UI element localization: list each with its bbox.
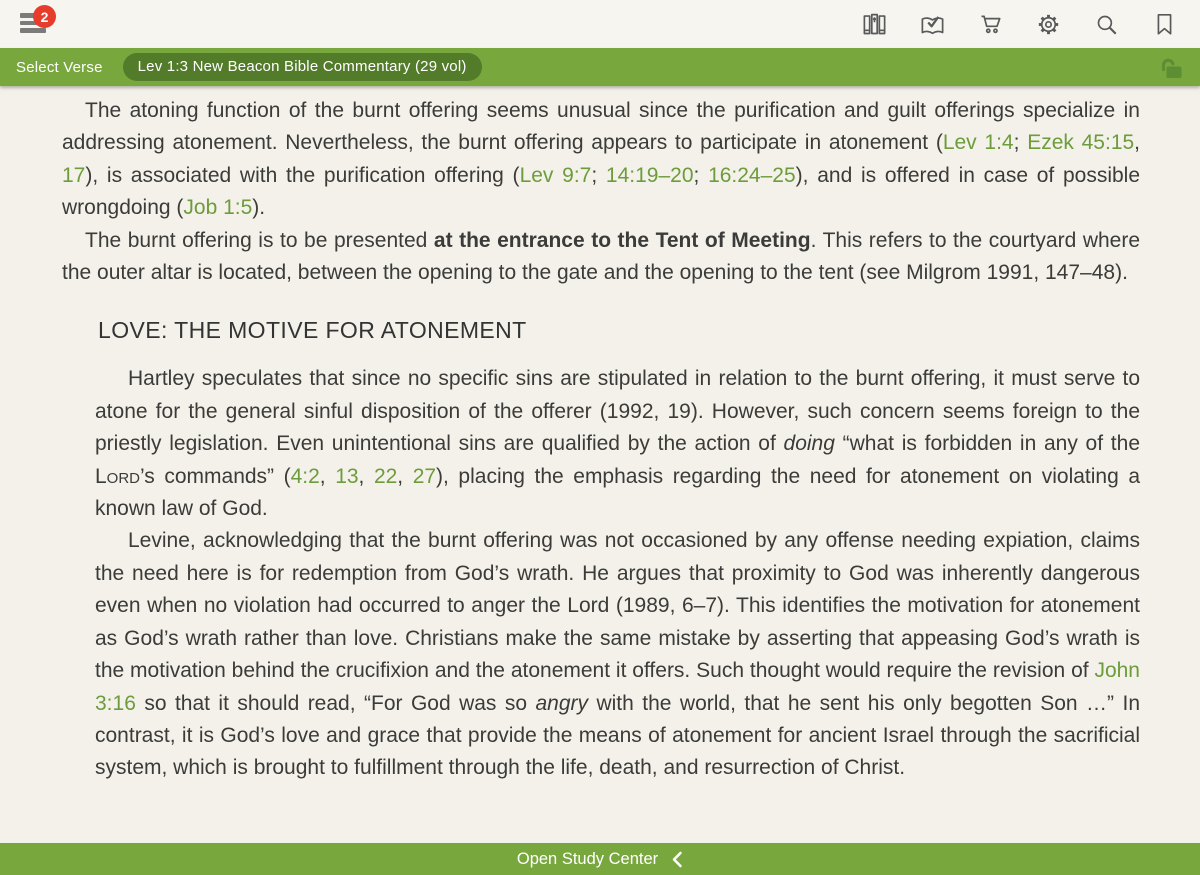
scripture-link[interactable]: 27	[412, 464, 437, 488]
commentary-paragraph: The atoning function of the burnt offering seems unusual since the purification and guilt offerings specialize in addressing atonement. Nevertheless, the burnt offering appears to participate in atonement (Lev 1:4; Ezek 45:15, 17), is associated with the purification offering (Lev 9:7; 14:19–20; 16:24–25), and is offered in case of possible wrongdoing (Job 1:5).	[62, 99, 1141, 220]
unlocked-icon	[1154, 53, 1184, 81]
scripture-link[interactable]: Ezek 45:15	[1027, 131, 1135, 155]
scripture-link[interactable]: 22	[373, 464, 398, 488]
scripture-link[interactable]: 14:19–20	[605, 163, 694, 187]
search-button[interactable]	[1093, 11, 1120, 38]
notification-badge: 2	[33, 5, 56, 28]
open-study-center-button[interactable]	[0, 843, 1200, 875]
scripture-link[interactable]: Lev 9:7	[519, 163, 592, 187]
store-cart-icon	[977, 11, 1004, 38]
scripture-link[interactable]: 16:24–25	[708, 163, 796, 187]
scripture-link[interactable]: 4:2	[290, 464, 320, 488]
select-verse-button[interactable]: Select Verse	[16, 58, 103, 76]
toolbar-icon-group	[861, 11, 1178, 38]
scripture-link[interactable]: 17	[62, 163, 86, 187]
commentary-paragraph: Levine, acknowledging that the burnt offering was not occasioned by any offense needing expiation, claims the need here is for redemption from God’s wrath. He argues that proximity to God was inherently dangerous even when no violation had occurred to anger the Lord (1989, 6–7). This identifies the motivation for atonement as God’s wrath rather than love. Christians make the same mistake by asserting that appeasing God’s wrath is the motivation behind the crucifixion and the atonement it offers. Such thought would require the revision of John 3:16 so that it should read, “For God was so angry with the world, that he sent his only begotten Son …” In contrast, it is God’s love and grace that provide the means of atonement for ancient Israel through the sacrificial system, which is brought to fulfillment through the life, death, and resurrection of Christ.	[95, 529, 1140, 780]
commentary-section	[0, 363, 1200, 784]
commentary-paragraph: Hartley speculates that since no specific sins are stipulated in relation to the burnt offering, it must serve to atone for the general sinful disposition of the offerer (1992, 19). However, such concern seems foreign to the priestly legislation. Even unintentional sins are qualified by the action of doing “what is forbidden in any of the Lord’s commands” (4:2, 13, 22, 27), placing the emphasis regarding the need for atonement on violating a known law of God.	[95, 367, 1140, 521]
current-reference-pill[interactable]: Lev 1:3 New Beacon Bible Commentary (29 vol)	[123, 53, 482, 81]
scripture-link[interactable]: 13	[335, 464, 359, 488]
unlock-button[interactable]	[1154, 53, 1184, 81]
settings-gear-icon	[1035, 11, 1062, 38]
reading-plan-button[interactable]	[919, 11, 946, 38]
commentary-content	[0, 86, 1200, 843]
menu-button[interactable]	[20, 8, 54, 40]
settings-button[interactable]	[1035, 11, 1062, 38]
top-toolbar	[0, 0, 1200, 48]
commentary-section	[0, 95, 1200, 289]
search-icon	[1093, 11, 1120, 38]
commentary-paragraph: The burnt offering is to be presented at the entrance to the Tent of Meeting. This refers to the courtyard where the outer altar is located, between the opening to the gate and the opening to the tent (see Milgrom 1991, 147–48).	[62, 228, 1141, 285]
bookmark-icon	[1151, 11, 1178, 38]
verse-bar	[0, 48, 1200, 86]
reading-plan-icon	[919, 11, 946, 38]
scripture-link[interactable]: Job 1:5	[183, 196, 253, 220]
library-button[interactable]	[861, 11, 888, 38]
bookmark-button[interactable]	[1151, 11, 1178, 38]
library-icon	[861, 11, 888, 38]
section-heading: LOVE: THE MOTIVE FOR ATONEMENT	[98, 317, 527, 344]
scripture-link[interactable]: John 3:16	[95, 659, 1140, 715]
scripture-link[interactable]: Lev 1:4	[942, 131, 1014, 155]
open-study-center-label: Open Study Center	[516, 849, 659, 868]
store-button[interactable]	[977, 11, 1004, 38]
chevron-left-icon	[671, 851, 683, 868]
